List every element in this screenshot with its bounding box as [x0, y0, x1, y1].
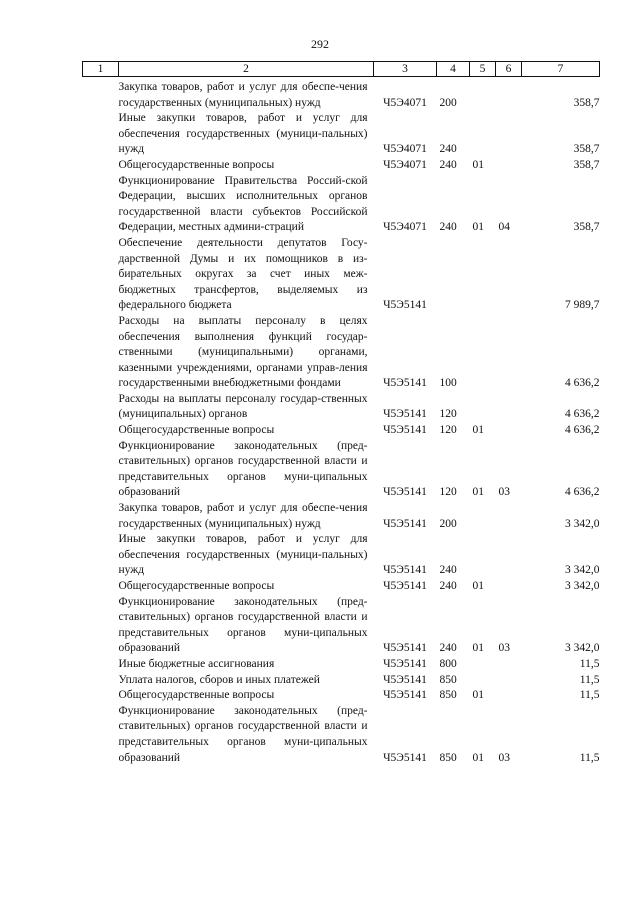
column-header: 7 — [522, 62, 600, 77]
row-target-code: Ч5Э5141 — [383, 657, 427, 670]
row-section — [470, 314, 496, 392]
table-row — [83, 501, 600, 532]
row-target-code: Ч5Э4071 — [383, 158, 427, 171]
row-expense-type: 850 — [439, 689, 457, 702]
column-header: 4 — [437, 62, 470, 77]
row-expense-type: 240 — [439, 580, 457, 592]
row-expense-type: 240 — [439, 143, 457, 156]
row-number-cell — [83, 501, 119, 532]
row-subsection: 04 — [498, 221, 510, 234]
row-expense-type — [437, 236, 470, 314]
row-expense-type: 240 — [439, 221, 457, 234]
row-target-code: Ч5Э5141 — [383, 642, 427, 655]
table-row — [83, 111, 600, 158]
row-description: Обеспечение деятельности депутатов Госу-дарственной Думы и их помощников в из-бирательных округах за счет иных меж-бюджетных трансфертов, выделяемых из федерального бюджета — [118, 236, 368, 312]
row-expense-type: 200 — [439, 517, 457, 530]
row-number-cell — [83, 657, 119, 673]
row-subsection — [496, 532, 522, 579]
row-amount: 3 342,0 — [565, 517, 600, 530]
row-description: Расходы на выплаты персоналу в целях обеспечения выполнения функций государ-ственными (муниципальными) органами, казенными учреждениями, органами управ-ления государственными внебюджетными фондами — [118, 314, 368, 390]
row-expense-type: 850 — [439, 751, 457, 764]
column-header: 1 — [83, 62, 119, 77]
table-row — [83, 704, 600, 766]
row-number-cell — [83, 174, 119, 236]
row-section — [470, 77, 496, 112]
row-subsection — [496, 579, 522, 595]
row-target-code: Ч5Э5141 — [383, 486, 427, 499]
row-expense-type: 100 — [439, 377, 457, 390]
row-number-cell — [83, 77, 119, 112]
row-description: Закупка товаров, работ и услуг для обеспе-чения государственных (муниципальных) нужд — [118, 502, 368, 530]
row-description: Общегосударственные вопросы — [118, 424, 275, 437]
row-section: 01 — [472, 751, 484, 764]
row-subsection — [496, 673, 522, 689]
row-expense-type: 850 — [439, 673, 457, 686]
table-row — [83, 579, 600, 595]
row-description: Общегосударственные вопросы — [118, 580, 275, 592]
table-row — [83, 174, 600, 236]
row-number-cell — [83, 688, 119, 704]
row-amount: 11,5 — [579, 751, 600, 764]
row-description: Иные бюджетные ассигнования — [118, 657, 275, 670]
row-expense-type: 240 — [439, 158, 457, 171]
row-target-code: Ч5Э4071 — [383, 96, 427, 109]
table-row — [83, 314, 600, 392]
row-amount: 4 636,2 — [565, 408, 600, 421]
row-number-cell — [83, 439, 119, 501]
row-section: 01 — [472, 158, 484, 171]
row-description: Иные закупки товаров, работ и услуг для обеспечения государственных (муници-пальных) нужд — [118, 533, 368, 577]
row-section: 01 — [472, 486, 484, 499]
row-section: 01 — [472, 580, 484, 592]
row-expense-type: 120 — [439, 408, 457, 421]
row-description: Функционирование законодательных (пред-ставительных) органов государственной власти и представительных органов муни-ципальных образований — [118, 439, 368, 499]
table-row — [83, 423, 600, 439]
row-target-code: Ч5Э5141 — [383, 377, 427, 390]
row-amount: 4 636,2 — [565, 377, 600, 390]
row-subsection — [496, 392, 522, 423]
row-description: Функционирование законодательных (пред-ставительных) органов государственной власти и представительных органов муни-ципальных образований — [118, 704, 368, 764]
row-amount: 4 636,2 — [565, 486, 600, 499]
row-target-code: Ч5Э5141 — [383, 689, 427, 702]
row-number-cell — [83, 579, 119, 595]
row-expense-type: 200 — [439, 96, 457, 109]
row-description: Функционирование законодательных (пред-ставительных) органов государственной власти и представительных органов муни-ципальных образований — [118, 595, 368, 655]
column-header: 5 — [470, 62, 496, 77]
row-amount: 11,5 — [579, 673, 600, 686]
table-row — [83, 532, 600, 579]
row-subsection: 03 — [498, 751, 510, 764]
row-amount: 7 989,7 — [565, 299, 600, 312]
row-number-cell — [83, 532, 119, 579]
row-subsection — [496, 423, 522, 439]
row-description: Расходы на выплаты персоналу государ-ственных (муниципальных) органов — [118, 392, 368, 421]
row-subsection: 03 — [498, 642, 510, 655]
row-number-cell — [83, 704, 119, 766]
row-section: 01 — [472, 642, 484, 655]
row-amount: 3 342,0 — [565, 642, 600, 655]
row-number-cell — [83, 158, 119, 174]
row-target-code: Ч5Э5141 — [383, 564, 427, 577]
row-section — [470, 236, 496, 314]
row-amount: 358,7 — [573, 96, 600, 109]
row-section — [470, 657, 496, 673]
row-description: Общегосударственные вопросы — [118, 158, 275, 171]
row-target-code: Ч5Э5141 — [383, 751, 427, 764]
row-number-cell — [83, 392, 119, 423]
row-section — [470, 532, 496, 579]
row-target-code: Ч5Э5141 — [383, 299, 427, 312]
row-subsection — [496, 111, 522, 158]
row-amount: 11,5 — [579, 689, 600, 702]
row-number-cell — [83, 595, 119, 657]
row-expense-type: 800 — [439, 657, 457, 670]
row-section — [470, 501, 496, 532]
row-target-code: Ч5Э5141 — [383, 408, 427, 421]
row-subsection: 03 — [498, 486, 510, 499]
table-row — [83, 439, 600, 501]
table-row — [83, 77, 600, 112]
row-target-code: Ч5Э5141 — [383, 517, 427, 530]
table-row — [83, 595, 600, 657]
row-subsection — [496, 77, 522, 112]
row-number-cell — [83, 236, 119, 314]
row-subsection — [496, 236, 522, 314]
row-expense-type: 240 — [439, 642, 457, 655]
row-description: Общегосударственные вопросы — [118, 689, 275, 702]
row-number-cell — [83, 673, 119, 689]
row-target-code: Ч5Э5141 — [383, 673, 427, 686]
row-expense-type: 120 — [439, 486, 457, 499]
row-target-code: Ч5Э5141 — [383, 424, 427, 437]
row-subsection — [496, 657, 522, 673]
row-target-code: Ч5Э4071 — [383, 221, 427, 234]
table-header-row — [83, 62, 600, 77]
row-amount: 4 636,2 — [565, 424, 600, 437]
row-section: 01 — [472, 689, 484, 702]
row-subsection — [496, 158, 522, 174]
table-row — [83, 688, 600, 704]
row-section — [470, 392, 496, 423]
row-amount: 358,7 — [573, 221, 600, 234]
row-number-cell — [83, 111, 119, 158]
budget-table — [82, 61, 600, 766]
row-number-cell — [83, 423, 119, 439]
row-amount: 358,7 — [573, 143, 600, 156]
row-section — [470, 111, 496, 158]
row-amount: 358,7 — [573, 158, 600, 171]
table-row — [83, 673, 600, 689]
row-section: 01 — [472, 424, 484, 437]
row-section: 01 — [472, 221, 484, 234]
row-expense-type: 240 — [439, 564, 457, 577]
row-target-code: Ч5Э5141 — [383, 580, 427, 592]
column-header: 2 — [119, 62, 374, 77]
table-row — [83, 158, 600, 174]
row-amount: 11,5 — [579, 657, 600, 670]
row-section — [470, 673, 496, 689]
table-body — [83, 77, 600, 767]
page-number: 292 — [311, 37, 329, 51]
row-subsection — [496, 501, 522, 532]
row-number-cell — [83, 314, 119, 392]
row-subsection — [496, 688, 522, 704]
column-header: 6 — [496, 62, 522, 77]
row-description: Закупка товаров, работ и услуг для обеспе-чения государственных (муниципальных) нужд — [118, 81, 368, 109]
table-row — [83, 236, 600, 314]
row-target-code: Ч5Э4071 — [383, 143, 427, 156]
column-header: 3 — [374, 62, 437, 77]
row-amount: 3 342,0 — [565, 580, 600, 592]
table-row — [83, 657, 600, 673]
table-row — [83, 392, 600, 423]
row-expense-type: 120 — [439, 424, 457, 437]
row-description: Уплата налогов, сборов и иных платежей — [118, 673, 320, 686]
row-description: Функционирование Правительства Россий-ской Федерации, высших исполнительных органов государственной власти субъектов Российской Федерации, местных админи-страций — [118, 174, 368, 234]
row-subsection — [496, 314, 522, 392]
row-amount: 3 342,0 — [565, 564, 600, 577]
row-description: Иные закупки товаров, работ и услуг для обеспечения государственных (муници-пальных) нужд — [118, 112, 368, 156]
